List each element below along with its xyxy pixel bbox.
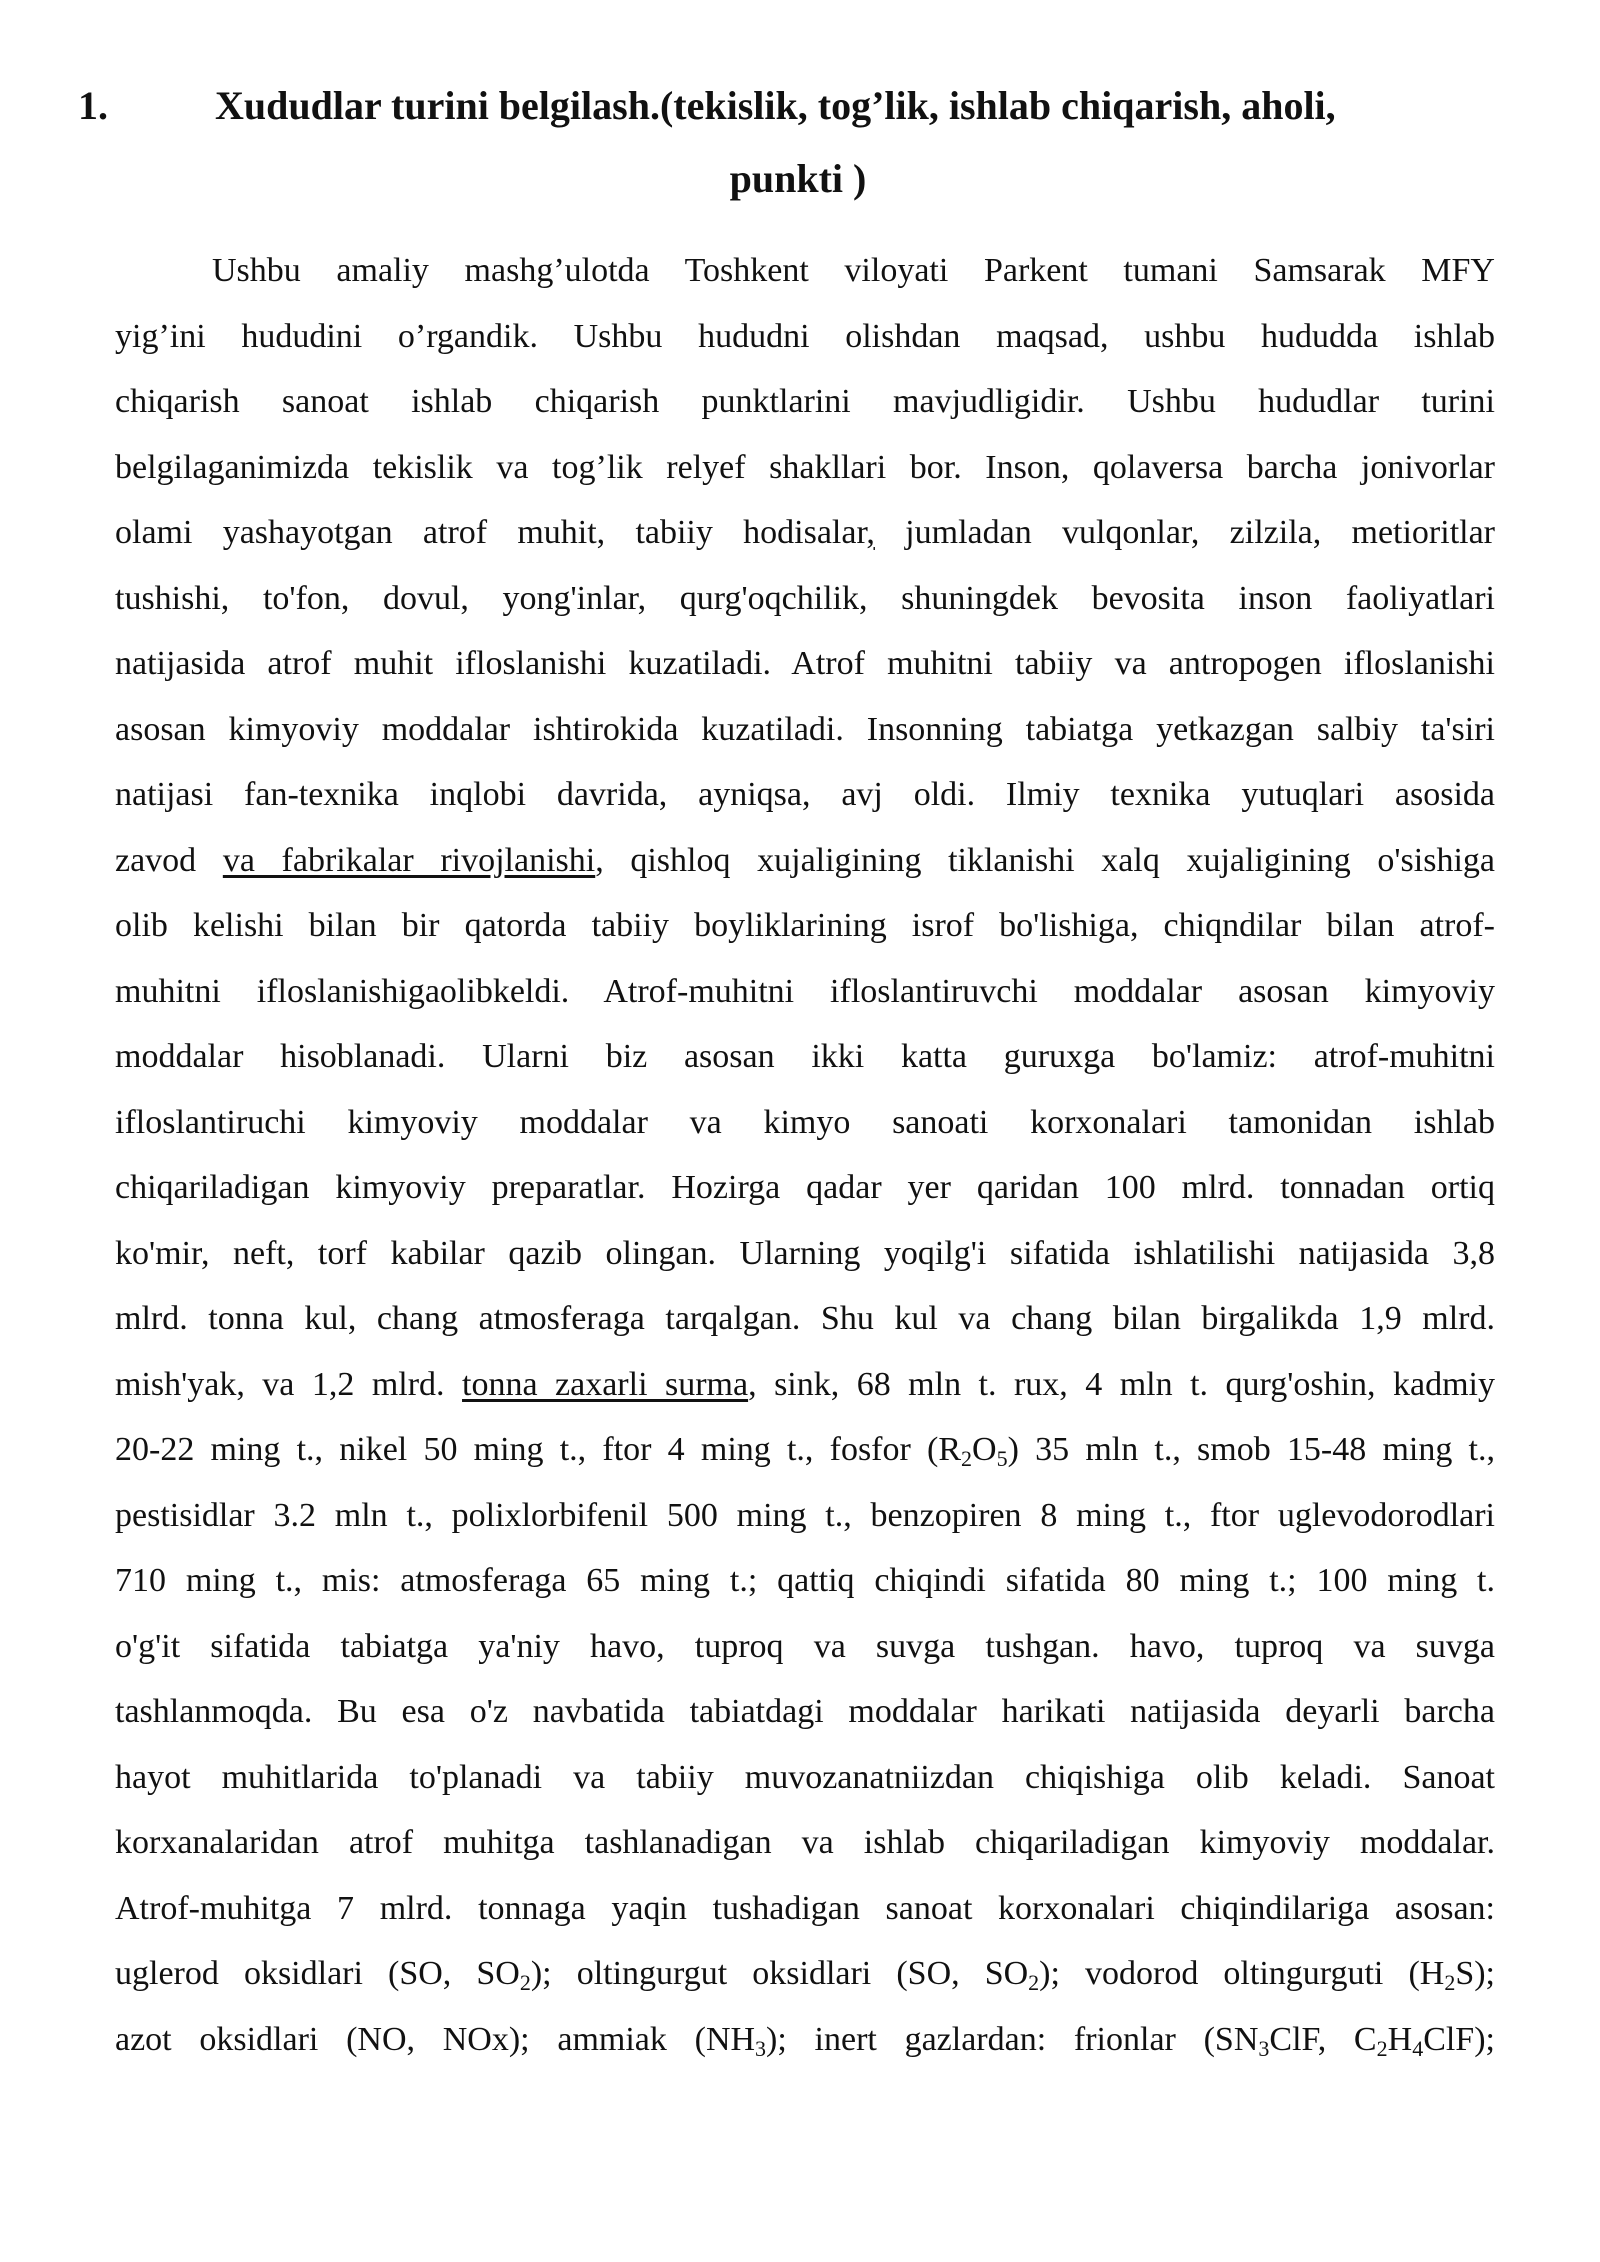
body-line — [115, 1352, 1495, 1418]
subscript: 3 — [1258, 2035, 1270, 2061]
subscript: 3 — [755, 2035, 767, 2061]
body-line: natijasi fan-texnika inqlobi davrida, ayniqsa, avj oldi. Ilmiy texnika yutuqlari asosida — [115, 776, 1495, 813]
body-line: asosan kimyoviy moddalar ishtirokida kuzatiladi. Insonning tabiatga yetkazgan salbiy ta'siri — [115, 710, 1495, 748]
subscript: 5 — [996, 1446, 1008, 1471]
text-run: 20-22 ming t., nikel 50 ming t., ftor 4 ming t., fosfor (R — [115, 1431, 962, 1468]
text-run: , qishloq xujaligining tiklanishi xalq xujaligining o'sishiga — [595, 841, 1495, 879]
subscript: 4 — [1412, 2035, 1424, 2061]
body-line — [115, 1941, 1495, 2007]
body-line: Atrof-muhitga 7 mlrd. tonnaga yaqin tushadigan sanoat korxonalari chiqindilariga asosan: — [115, 1889, 1495, 1927]
subscript: 2 — [1376, 2035, 1388, 2061]
body-line: chiqarish sanoat ishlab chiqarish punktlarini mavjudligidir. Ushbu hududlar turini — [115, 383, 1495, 420]
body-line: ko'mir, neft, torf kabilar qazib olingan. Ularning yoqilg'i sifatida ishlatilishi natijasida 3,8 — [115, 1234, 1495, 1272]
body-line — [115, 500, 1495, 566]
body-line: natijasida atrof muhit ifloslanishi kuzatiladi. Atrof muhitni tabiiy va antropogen ifloslanishi — [115, 645, 1495, 682]
text-run: ); vodorod oltingurguti (H — [1039, 1955, 1445, 1992]
body-line: pestisidlar 3.2 mln t., polixlorbifenil 500 ming t., benzopiren 8 ming t., ftor uglevodorodlari — [115, 1496, 1495, 1534]
body-line: chiqariladigan kimyoviy preparatlar. Hozirga qadar yer qaridan 100 mlrd. tonnadan ortiq — [115, 1169, 1495, 1206]
body-line: moddalar hisoblanadi. Ularni biz asosan ikki katta guruxga bo'lamiz: atrof-muhitni — [115, 1038, 1495, 1075]
text-run: S); — [1455, 1955, 1496, 1992]
text-run: O — [972, 1431, 997, 1468]
body-line: tushishi, to'fon, dovul, yong'inlar, qurg'oqchilik, shuningdek bevosita inson faoliyatlari — [115, 579, 1495, 617]
subscript: 2 — [961, 1446, 973, 1471]
text-run: ); inert gazlardan: frionlar (SN — [766, 2020, 1259, 2058]
subscript: 2 — [1444, 1970, 1456, 1995]
body-line — [115, 1417, 1495, 1483]
body-line: korxanalaridan atrof muhitga tashlanadigan va ishlab chiqariladigan kimyoviy moddalar. — [115, 1824, 1495, 1861]
body-line: muhitni ifloslanishigaolibkeldi. Atrof-muhitni ifloslantiruvchi moddalar asosan kimyoviy — [115, 972, 1495, 1010]
body-text — [115, 238, 1495, 2072]
text-run: ); oltingurgut oksidlari (SO, SO — [530, 1955, 1029, 1992]
underlined-text: va fabrikalar rivojlanishi — [222, 841, 596, 879]
text-run: ClF); — [1423, 2020, 1495, 2058]
body-line: 710 ming t., mis: atmosferaga 65 ming t.; qattiq chiqindi sifatida 80 ming t.; 100 ming t. — [115, 1562, 1495, 1599]
subscript: 2 — [1028, 1970, 1040, 1995]
text-run: olami yashayotgan atrof muhit, tabiiy hodisalar — [115, 514, 867, 551]
text-run: zavod — [115, 841, 223, 879]
text-run: mish'yak, va 1,2 mlrd. — [115, 1365, 463, 1403]
body-line: hayot muhitlarida to'planadi va tabiiy muvozanatniizdan chiqishiga olib keladi. Sanoat — [115, 1758, 1495, 1796]
text-run: , sink, 68 mln t. rux, 4 mln t. qurg'oshin, kadmiy — [748, 1365, 1495, 1403]
subscript: 2 — [519, 1970, 531, 1995]
body-line: o'g'it sifatida tabiatga ya'niy havo, tuproq va suvga tushgan. havo, tuproq va suvga — [115, 1627, 1495, 1665]
text-run: H — [1387, 2020, 1413, 2058]
body-line: ifloslantiruchi kimyoviy moddalar va kimyo sanoati korxonalari tamonidan ishlab — [115, 1103, 1495, 1141]
heading-number: 1. — [78, 83, 108, 128]
body-line: tashlanmoqda. Bu esa o'z navbatida tabiatdagi moddalar harikati natijasida deyarli barcha — [115, 1693, 1495, 1730]
body-line — [115, 2007, 1495, 2073]
body-line: mlrd. tonna kul, chang atmosferaga tarqalgan. Shu kul va chang bilan birgalikda 1,9 mlrd. — [115, 1300, 1495, 1337]
underlined-text: , — [866, 514, 875, 551]
underlined-text: tonna zaxarli surma — [462, 1365, 749, 1403]
heading-title-line-1: Xududlar turini belgilash.(tekislik, tog’lik, ishlab chiqarish, aholi, — [215, 83, 1336, 128]
text-run: jumladan vulqonlar, zilzila, metioritlar — [874, 514, 1495, 551]
heading-title-line-2: punkti ) — [729, 156, 867, 201]
body-line — [115, 828, 1495, 894]
text-run: uglerod oksidlari (SO, SO — [115, 1955, 520, 1992]
text-run: ) 35 mln t., smob 15-48 ming t., — [1007, 1431, 1495, 1468]
body-line: yig’ini hududini o’rgandik. Ushbu hududni olishdan maqsad, ushbu hududda ishlab — [115, 317, 1495, 355]
text-run: ClF, C — [1269, 2020, 1377, 2058]
body-line: belgilaganimizda tekislik va tog’lik relyef shakllari bor. Inson, qolaversa barcha jonivorlar — [115, 448, 1495, 486]
body-line: olib kelishi bilan bir qatorda tabiiy boyliklarining isrof bo'lishiga, chiqndilar bilan atrof- — [115, 907, 1495, 944]
text-run: azot oksidlari (NO, NOx); ammiak (NH — [115, 2020, 756, 2058]
body-line: Ushbu amaliy mashg’ulotda Toshkent viloyati Parkent tumani Samsarak MFY — [212, 252, 1495, 289]
